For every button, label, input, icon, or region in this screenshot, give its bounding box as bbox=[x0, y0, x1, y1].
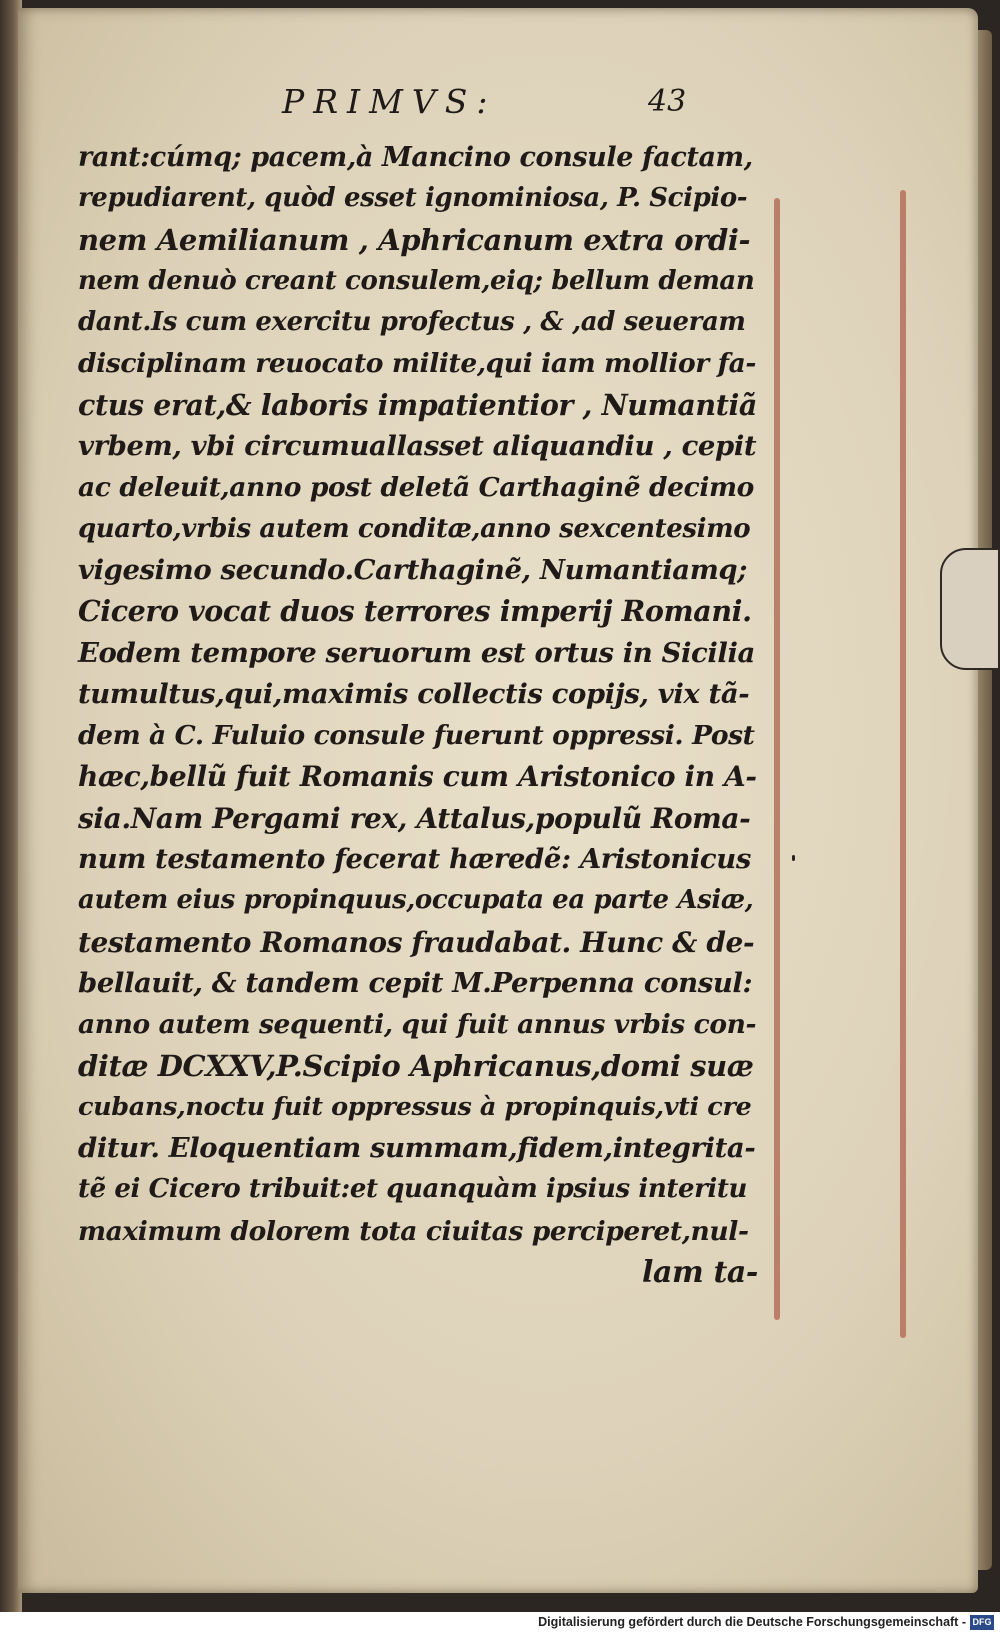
page-clip bbox=[940, 548, 1000, 670]
text-line: ditur. Eloquentiam summam,fidem,integrita- bbox=[78, 1132, 756, 1165]
text-line: ac deleuit,anno post deletã Carthaginẽ decimo bbox=[78, 472, 754, 504]
text-line: dem à C. Fuluio consule fuerunt oppressi. Post bbox=[78, 720, 755, 752]
text-line: hæc,bellũ fuit Romanis cum Aristonico in A- bbox=[78, 760, 757, 794]
text-line: maximum dolorem tota ciuitas perciperet,nul- bbox=[78, 1215, 749, 1247]
ink-speck bbox=[792, 855, 795, 861]
text-line: num testamento fecerat hæredẽ: Aristonicus bbox=[78, 843, 751, 876]
text-line: bellauit, & tandem cepit M.Perpenna consul: bbox=[78, 966, 753, 999]
text-line: Eodem tempore seruorum est ortus in Sicilia bbox=[78, 636, 755, 669]
text-line: anno autem sequenti, qui fuit annus vrbis con- bbox=[78, 1009, 757, 1041]
text-line: sia.Nam Pergami rex, Attalus,populũ Roma- bbox=[78, 801, 751, 835]
page-number: 43 bbox=[648, 84, 687, 119]
margin-rule-outer bbox=[900, 190, 906, 1338]
text-line: nem Aemilianum , Aphricanum extra ordi- bbox=[78, 222, 751, 257]
text-line: tumultus,qui,maximis collectis copijs, vix tã- bbox=[78, 677, 750, 710]
text-line: tẽ ei Cicero tribuit:et quanquàm ipsius interitu bbox=[78, 1174, 747, 1205]
text-line: ditæ DCXXV,P.Scipio Aphricanus,domi suæ bbox=[78, 1048, 754, 1083]
text-block bbox=[78, 137, 758, 1293]
margin-rule-inner bbox=[774, 198, 780, 1320]
running-head: PRIMVS: bbox=[282, 82, 497, 121]
text-line: vigesimo secundo.Carthaginẽ, Numantiamq; bbox=[78, 553, 747, 586]
text-line: disciplinam reuocato milite,qui iam mollior fa- bbox=[78, 348, 757, 380]
text-line: repudiarent, quòd esset ignominiosa, P. Scipio- bbox=[78, 183, 748, 214]
text-line: autem eius propinquus,occupata ea parte Asiæ, bbox=[78, 885, 754, 916]
text-line: vrbem, vbi circumuallasset aliquandiu , cepit bbox=[78, 430, 757, 463]
text-line: quarto,vrbis autem conditæ,anno sexcentesimo bbox=[78, 513, 751, 544]
text-line: Cicero vocat duos terrores imperij Romani. bbox=[78, 594, 752, 629]
text-line: nem denuò creant consulem,eiq; bellum deman bbox=[78, 265, 755, 296]
catchword: lam ta- bbox=[642, 1255, 758, 1291]
dfg-logo-icon: DFG bbox=[970, 1615, 994, 1630]
text-line: rant:cúmq; pacem,à Mancino consule factam, bbox=[78, 142, 753, 173]
text-line: ctus erat,& laboris impatientior , Numantiã bbox=[78, 387, 757, 422]
text-line: dant.Is cum exercitu profectus , & ,ad seueram bbox=[78, 307, 746, 338]
footer-credit: Digitalisierung gefördert durch die Deutsche Forschungsgemeinschaft - bbox=[538, 1615, 966, 1629]
text-line: cubans,noctu fuit oppressus à propinquis,vti cre bbox=[78, 1091, 752, 1122]
text-line: testamento Romanos fraudabat. Hunc & de- bbox=[78, 925, 755, 959]
footer-bar bbox=[0, 1612, 1000, 1635]
